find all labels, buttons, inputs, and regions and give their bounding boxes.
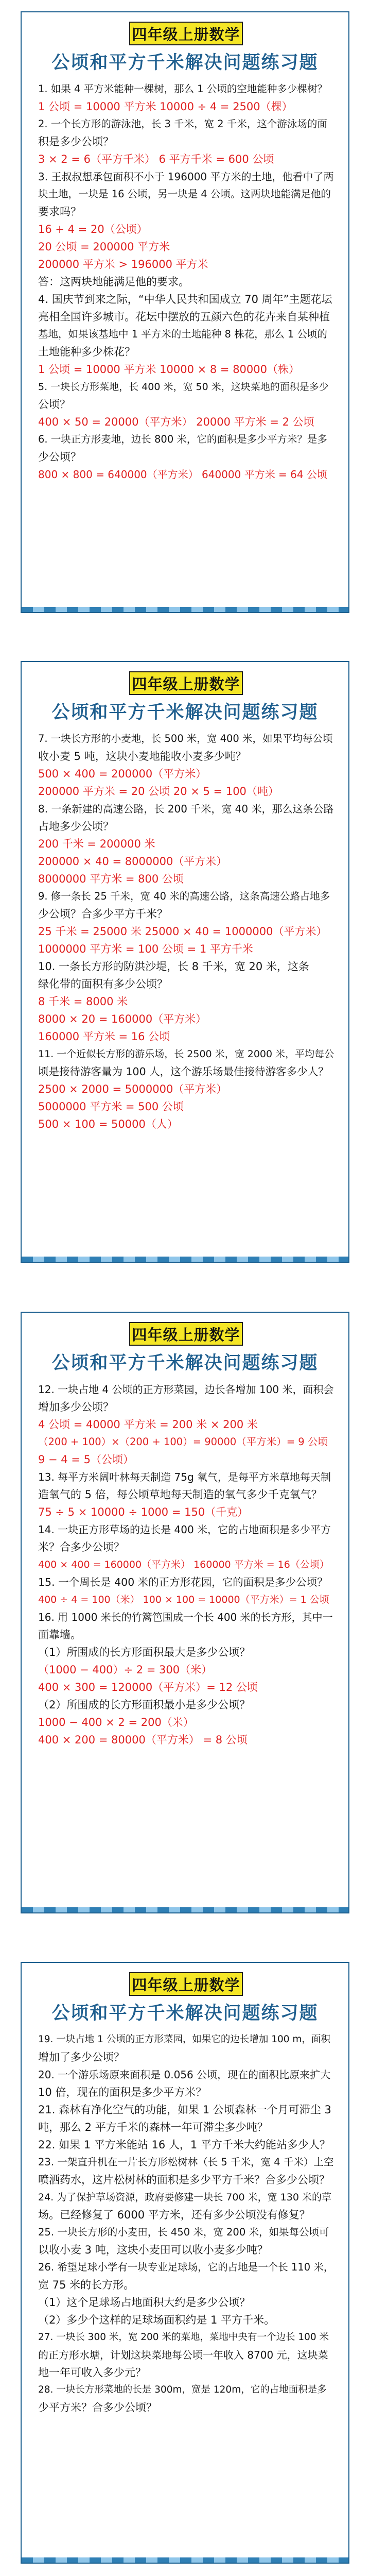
question-line: 8. 一条新建的高速公路，长 200 千米，宽 40 米，那么这条公路 xyxy=(38,803,334,815)
question-line: 少公顷？ xyxy=(38,451,81,463)
question-line: （2）多少个这样的足球场面积约是 1 平方千米。 xyxy=(38,2314,275,2326)
answer-line: 8000000 平方米 = 800 公顷 xyxy=(38,873,184,885)
question-line: 土地能种多少株花？ xyxy=(38,346,135,358)
page-title: 四年级上册数学 xyxy=(129,1972,243,1996)
question-line: 面靠墙。 xyxy=(38,1629,81,1641)
question-line: 地一年可收入多少元？ xyxy=(38,2366,146,2379)
page-subtitle: 公顷和平方千米解决问题练习题 xyxy=(51,1352,319,1374)
answer-line: 8000 × 20 = 160000（平方米） xyxy=(38,1013,207,1025)
page-title: 四年级上册数学 xyxy=(129,22,243,45)
question-line: 12. 一块占地 4 公顷的正方形菜园，边长各增加 100 米，面积会 xyxy=(38,1383,334,1396)
question-line: 占地多少公顷？ xyxy=(38,820,114,833)
question-line: 场。已经修复了 6000 平方米，还有多少公顷没有修复？ xyxy=(38,2209,310,2221)
answer-line: 75 ÷ 5 × 10000 ÷ 1000 = 150（千克） xyxy=(38,1506,249,1518)
answer-line: 400 × 50 = 20000（平方米） 20000 平方米 = 2 公顷 xyxy=(38,416,314,428)
answer-line: 5000000 平方米 = 500 公顷 xyxy=(38,1100,184,1113)
worksheet-page-4 xyxy=(21,1962,349,2564)
answer-line: 1000000 平方米 = 100 公顷 = 1 平方千米 xyxy=(38,943,253,955)
problem-list xyxy=(38,2031,334,2416)
question-line: 块土地，一块是 16 公顷，另一块是 4 公顷。这两块地能满足他的 xyxy=(38,188,331,200)
question-line: 要求吗？ xyxy=(38,206,81,218)
question-line: 增加了多少公顷？ xyxy=(38,2051,125,2063)
answer-line: 2500 × 2000 = 5000000（平方米） xyxy=(38,1083,227,1095)
question-line: 20. 一个游乐场原来面积是 0.056 公顷，现在的面积比原来扩大 xyxy=(38,2069,331,2081)
question-line: 6. 一块正方形麦地，边长 800 米，它的面积是多少平方米？是多 xyxy=(38,433,327,445)
answer-line: 200000 × 40 = 8000000（平方米） xyxy=(38,855,227,868)
question-line: 10 倍，现在的面积是多少平方米？ xyxy=(38,2086,207,2098)
question-line: 米？合多少公顷？ xyxy=(38,1541,125,1553)
question-line: 24. 为了保护草场资源，政府要修建一块长 700 米，宽 130 米的草 xyxy=(38,2192,331,2203)
question-line: 21. 森林有净化空气的功能，如果 1 公顷森林一个月可滞尘 3 xyxy=(38,2104,331,2116)
question-line: 16. 用 1000 米长的竹篱笆围成一个长 400 米的长方形，其中一 xyxy=(38,1611,333,1623)
answer-line: 160000 平方米 = 16 公顷 xyxy=(38,1030,170,1043)
question-line: 23. 一架直升机在一片长方形松树林（长 5 千米，宽 4 千米）上空 xyxy=(38,2156,334,2168)
answer-line: 9 − 4 = 5（公顷） xyxy=(38,1453,134,1466)
question-line: 积是多少公顷？ xyxy=(38,135,114,148)
answer-line: 500 × 400 = 200000（平方米） xyxy=(38,768,207,780)
answer-line: 500 × 100 = 50000（人） xyxy=(38,1118,178,1130)
answer-line: 400 ÷ 4 = 100（米） 100 × 100 = 10000（平方米）= 1 公顷 xyxy=(38,1594,329,1605)
problem-list xyxy=(38,80,334,483)
answer-line: 20 公顷 = 200000 平方米 xyxy=(38,241,170,253)
question-line: 19. 一块占地 1 公顷的正方形菜园，如果它的边长增加 100 m，面积 xyxy=(38,2034,330,2045)
question-line: （1）所围成的长方形面积最大是多少公顷？ xyxy=(38,1646,251,1658)
question-line: 26. 希望足球小学有一块专业足球场，它的占地是一个长 110 米， xyxy=(38,2261,334,2273)
question-line: 答：这两块地能满足他的要求。 xyxy=(38,276,189,288)
question-line: 9. 修一条长 25 千米，宽 40 米的高速公路，这条高速公路占地多 xyxy=(38,890,330,902)
question-line: 吨，那么 2 平方千米的森林一年可滞尘多少吨？ xyxy=(38,2121,268,2133)
question-line: 14. 一块正方形草场的边长是 400 米，它的占地面积是多少平方 xyxy=(38,1523,331,1536)
problem-list xyxy=(38,1381,334,1749)
answer-line: 1000 − 400 × 2 = 200（米） xyxy=(38,1716,194,1728)
question-line: 公顷？ xyxy=(38,398,71,411)
answer-line: 4 公顷 = 40000 平方米 = 200 米 × 200 米 xyxy=(38,1418,258,1431)
question-line: 增加多少公顷？ xyxy=(38,1401,114,1413)
question-line: 顷是接待游客量为 100 人，这个游乐场最佳接待游客多少人？ xyxy=(38,1065,329,1078)
question-line: 13. 每平方米阔叶林每天制造 75g 氧气，是每平方米草地每天制 xyxy=(38,1471,331,1483)
question-line: 7. 一块长方形的小麦地，长 500 米，宽 400 米，如果平均每公顷 xyxy=(38,733,333,744)
answer-line: 400 × 200 = 80000（平方米） = 8 公顷 xyxy=(38,1734,248,1746)
question-line: （1）这个足球场占地面积大约是多少公顷？ xyxy=(38,2296,251,2309)
worksheet-page-1 xyxy=(21,11,349,613)
answer-line: 200000 平方米 = 20 公顷 20 × 5 = 100（吨） xyxy=(38,785,279,798)
answer-line: 1 公顷 = 10000 平方米 10000 × 8 = 80000（株） xyxy=(38,363,299,376)
question-line: 亮相全国许多城市。花坛中摆放的五颜六色的花卉来自某种植 xyxy=(38,311,330,323)
question-line: 28. 一块长方形菜地的长是 300m，宽是 120m，它的占地面积是多 xyxy=(38,2384,327,2395)
question-line: 10. 一条长方形的防洪沙堤，长 8 千米，宽 20 米，这条 xyxy=(38,960,309,973)
question-line: 11. 一个近似长方形的游乐场，长 2500 米，宽 2000 米，平均每公 xyxy=(38,1048,334,1060)
question-line: （2）所围成的长方形面积最小是多少公顷？ xyxy=(38,1699,251,1711)
page-subtitle: 公顷和平方千米解决问题练习题 xyxy=(51,52,319,73)
answer-line: （200 + 100）×（200 + 100）= 90000（平方米）= 9 公顷 xyxy=(38,1436,328,1448)
page-subtitle: 公顷和平方千米解决问题练习题 xyxy=(51,702,319,723)
question-line: 2. 一个长方形的游泳池，长 3 千米，宽 2 千米，这个游泳场的面 xyxy=(38,118,327,130)
answer-line: 800 × 800 = 640000（平方米） 640000 平方米 = 64 公顷 xyxy=(38,468,327,481)
question-line: 收小麦 5 吨，这块小麦地能收小麦多少吨？ xyxy=(38,750,246,762)
question-line: 27. 一块长 300 米，宽 200 米的菜地，菜地中央有一个边长 100 米 xyxy=(38,2332,329,2343)
page-title: 四年级上册数学 xyxy=(129,671,243,695)
question-line: 少公顷？合多少平方千米？ xyxy=(38,908,168,920)
question-line: 3. 王叔叔想承包面积不小于 196000 平方米的土地，他看中了两 xyxy=(38,171,334,183)
question-line: 造氧气的 5 倍，每公顷草地每天制造的氧气多少千克氧气？ xyxy=(38,1488,322,1501)
page-subtitle: 公顷和平方千米解决问题练习题 xyxy=(51,2003,319,2024)
worksheet-page-3 xyxy=(21,1312,349,1913)
question-line: 4. 国庆节到来之际，“中华人民共和国成立 70 周年”主题花坛 xyxy=(38,293,332,306)
question-line: 15. 一个周长是 400 米的正方形花园，它的面积是多少公顷？ xyxy=(38,1576,328,1588)
answer-line: 3 × 2 = 6（平方千米） 6 平方千米 = 600 公顷 xyxy=(38,153,274,165)
problem-list xyxy=(38,730,334,1133)
question-line: 的正方形水塘，计划这块菜地每公顷一年收入 8700 元，这块菜 xyxy=(38,2349,328,2361)
question-line: 少平方米？合多少公顷？ xyxy=(38,2401,157,2414)
answer-line: 1 公顷 = 10000 平方米 10000 ÷ 4 = 2500（棵） xyxy=(38,100,293,113)
question-line: 22. 如果 1 平方米能站 16 人，1 平方千米大约能站多少人？ xyxy=(38,2139,330,2151)
answer-line: 16 + 4 = 20（公顷） xyxy=(38,223,148,235)
question-line: 以收小麦 3 吨，这块小麦田可以收小麦多少吨？ xyxy=(38,2244,268,2256)
answer-line: （1000 − 400）÷ 2 = 300（米） xyxy=(38,1664,213,1676)
worksheet-page-2 xyxy=(21,661,349,1263)
page-title: 四年级上册数学 xyxy=(129,1322,243,1346)
question-line: 绿化带的面积有多少公顷？ xyxy=(38,978,168,990)
answer-line: 400 × 300 = 120000（平方米）= 12 公顷 xyxy=(38,1681,258,1693)
question-line: 宽 75 米的长方形。 xyxy=(38,2279,135,2291)
answer-line: 25 千米 = 25000 米 25000 × 40 = 1000000（平方米） xyxy=(38,925,327,938)
answer-line: 200000 平方米 > 196000 平方米 xyxy=(38,258,208,270)
answer-line: 8 千米 = 8000 米 xyxy=(38,995,128,1008)
answer-line: 400 × 400 = 160000（平方米） 160000 平方米 = 16（公顷） xyxy=(38,1559,329,1570)
question-line: 5. 一块长方形菜地，长 400 米，宽 50 米，这块菜地的面积是多少 xyxy=(38,381,329,393)
question-line: 1. 如果 4 平方米能种一棵树，那么 1 公顷的空地能种多少棵树？ xyxy=(38,83,327,95)
question-line: 25. 一块长方形的小麦田，长 450 米，宽 200 米，如果每公顷可 xyxy=(38,2226,329,2238)
question-line: 喷洒药水，这片松树林的面积是多少平方千米？合多少公顷？ xyxy=(38,2174,330,2186)
answer-line: 200 千米 = 200000 米 xyxy=(38,838,155,850)
question-line: 基地，如果该基地中 1 平方米的土地能种 8 株花，那么 1 公顷的 xyxy=(38,328,327,340)
